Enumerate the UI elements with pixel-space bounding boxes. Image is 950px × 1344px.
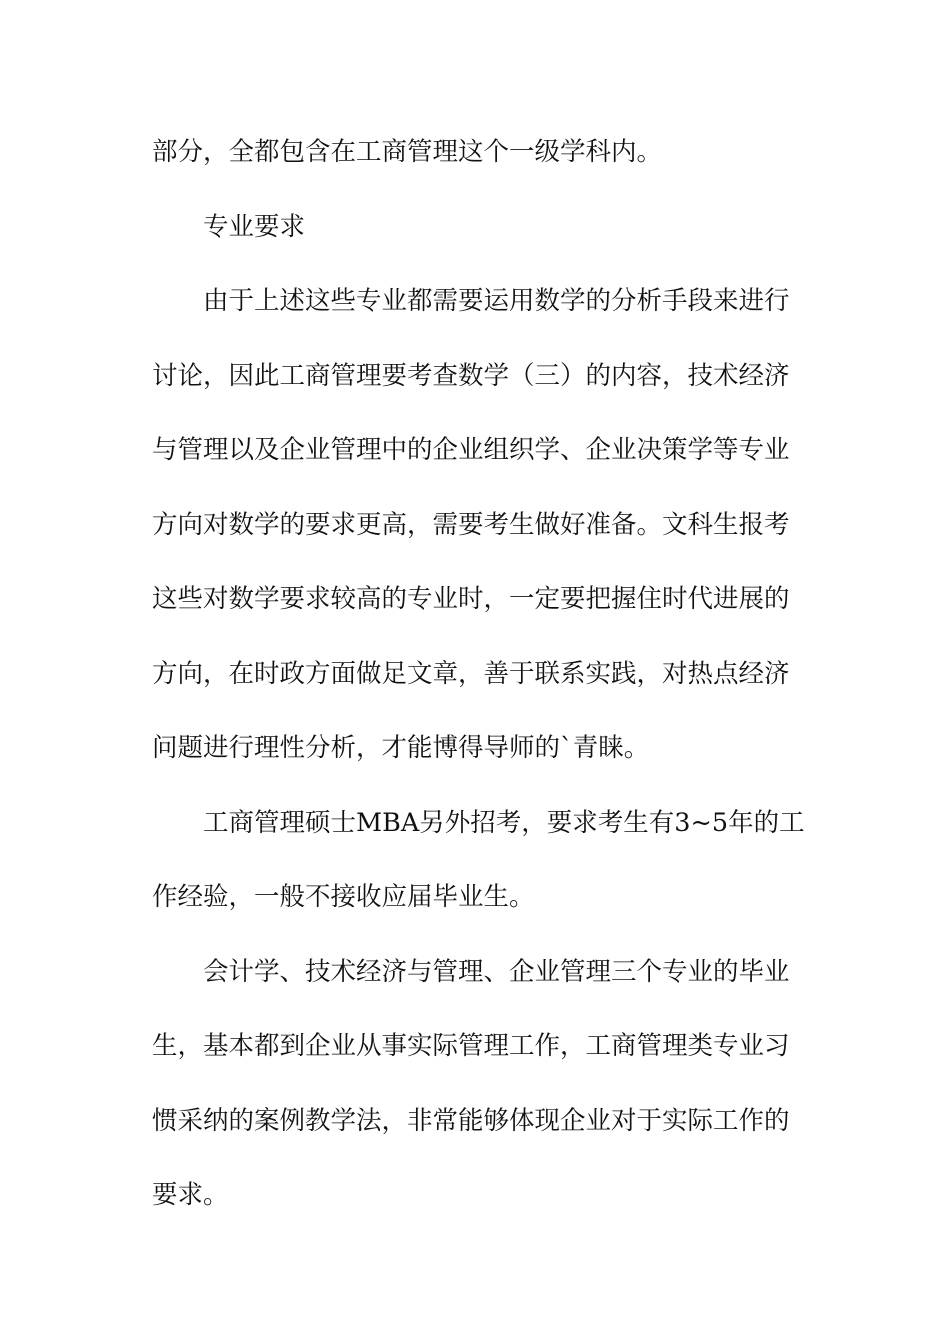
text-line: 生，基本都到企业从事实际管理工作，工商管理类专业习 xyxy=(152,1031,790,1061)
text-line: 讨论，因此工商管理要考查数学（三）的内容，技术经济 xyxy=(152,360,790,391)
section-heading: 专业要求 xyxy=(203,211,306,242)
text-line-continuation: 部分，全都包含在工商管理这个一级学科内。 xyxy=(152,137,663,167)
text-line: 方向对数学的要求更高，需要考生做好准备。文科生报考 xyxy=(152,509,790,540)
text-line: 会计学、技术经济与管理、企业管理三个专业的毕业 xyxy=(203,956,790,987)
text-line: 要求。 xyxy=(152,1180,229,1210)
text-line: 作经验，一般不接收应届毕业生。 xyxy=(152,882,535,912)
text-line: 工商管理硕士MBA另外招考，要求考生有3~5年的工 xyxy=(203,807,805,838)
text-line: 方向，在时政方面做足文章，善于联系实践，对热点经济 xyxy=(152,658,790,689)
text-line: 由于上述这些专业都需要运用数学的分析手段来进行 xyxy=(203,286,790,316)
text-line: 惯采纳的案例教学法，非常能够体现企业对于实际工作的 xyxy=(152,1105,790,1136)
text-line: 与管理以及企业管理中的企业组织学、企业决策学等专业 xyxy=(152,435,790,465)
document-body xyxy=(152,126,805,1244)
text-line: 这些对数学要求较高的专业时，一定要把握住时代进展的 xyxy=(152,584,790,614)
text-line: 问题进行理性分析，才能博得导师的`青睐。 xyxy=(152,733,650,763)
